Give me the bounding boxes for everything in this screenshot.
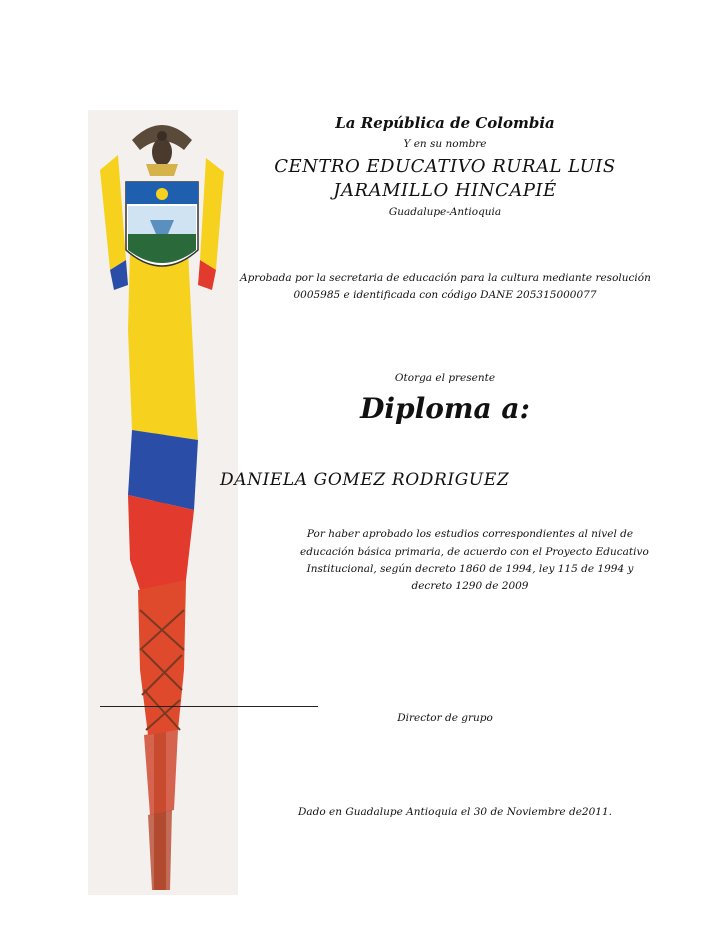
republic-title: La República de Colombia (335, 114, 555, 132)
grants-text: Otorga el presente (394, 372, 496, 384)
reason-line4: decreto 1290 de 2009 (411, 580, 529, 592)
recipient-name: DANIELA GOMEZ RODRIGUEZ (220, 470, 510, 490)
school-name-line2: JARAMILLO HINCAPIÉ (333, 180, 557, 201)
issued-date-text: Dado en Guadalupe Antioquia el 30 de Noviembre de2011. (298, 806, 612, 818)
approval-line2: 0005985 e identificada con código DANE 205315000077 (293, 289, 597, 301)
reason-line2: educación básica primaria, de acuerdo con el Proyecto Educativo (300, 546, 649, 558)
reason-line1: Por haber aprobado los estudios correspondientes al nivel de (306, 528, 634, 540)
location: Guadalupe-Antioquia (388, 206, 502, 218)
approval-line1: Aprobada por la secretaria de educación para la cultura mediante resolución (240, 272, 651, 284)
reason-line3: Institucional, según decreto 1860 de 1994, ley 115 de 1994 y (306, 563, 634, 575)
subtitle: Y en su nombre (403, 138, 487, 150)
director-label: Director de grupo (397, 712, 493, 724)
school-name-line1: CENTRO EDUCATIVO RURAL LUIS (274, 156, 616, 177)
coat-of-arms-flag-illustration (88, 110, 238, 895)
signature-line (100, 706, 318, 707)
diploma-heading: Diploma a: (360, 392, 530, 425)
